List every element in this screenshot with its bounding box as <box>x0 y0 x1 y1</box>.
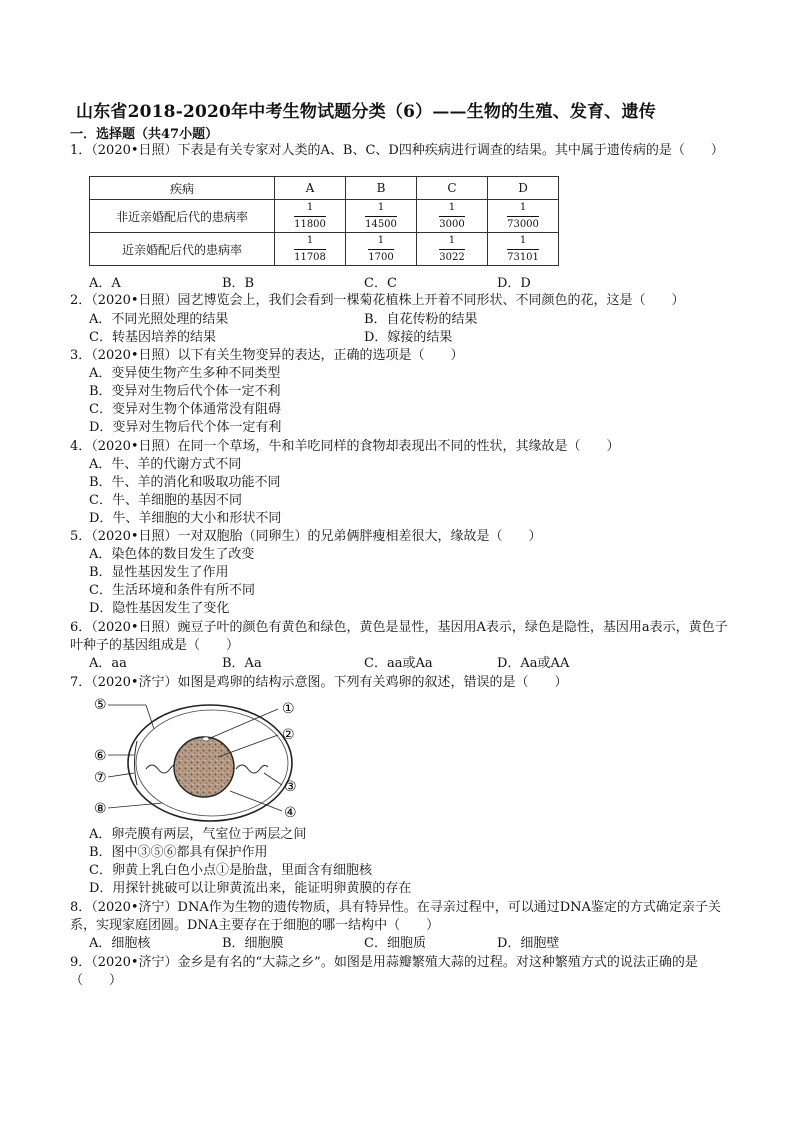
numerator: 1 <box>306 201 314 213</box>
label-5: ⑤ <box>94 697 107 713</box>
option-d[interactable]: D．细胞壁 <box>497 936 560 951</box>
option-b[interactable]: B．Aa <box>222 656 262 671</box>
option-d[interactable]: D．牛、羊细胞的大小和形状不同 <box>89 511 282 526</box>
fraction-cell <box>275 200 346 233</box>
fraction-cell <box>417 200 488 233</box>
option-c[interactable]: C．C <box>364 276 397 291</box>
option-a[interactable]: A．牛、羊的代谢方式不同 <box>89 457 242 472</box>
egg-yolk <box>174 737 234 797</box>
row-label: 非近亲婚配后代的患病率 <box>90 200 275 233</box>
option-c[interactable]: C．牛、羊细胞的基因不同 <box>89 493 242 508</box>
denominator: 73000 <box>507 218 539 230</box>
fraction-cell <box>488 200 559 233</box>
question-3-stem: 3．（2020•日照）以下有关生物变异的表达，正确的选项是（ ） <box>70 348 464 363</box>
option-b[interactable]: B．显性基因发生了作用 <box>89 565 229 580</box>
numerator: 1 <box>306 234 314 246</box>
option-b[interactable]: B．自花传粉的结果 <box>364 312 478 327</box>
page-title: 山东省2018-2020年中考生物试题分类（6）——生物的生殖、发育、遗传 <box>76 102 656 122</box>
question-1-stem: 1．（2020•日照）下表是有关专家对人类的A、B、C、D四种疾病进行调查的结果。其中属于遗传病的是（ ） <box>70 143 724 158</box>
question-5-stem: 5．（2020•日照）一对双胞胎（同卵生）的兄弟俩胖瘦相差很大，缘故是（ ） <box>70 529 542 544</box>
option-d[interactable]: D．用探针挑破可以让卵黄流出来，能证明卵黄膜的存在 <box>89 881 412 896</box>
question-7-stem: 7．（2020•济宁）如图是鸡卵的结构示意图。下列有关鸡卵的叙述，错误的是（ ） <box>70 675 568 690</box>
denominator: 3000 <box>439 218 465 230</box>
label-2: ② <box>282 727 295 743</box>
option-b[interactable]: B．牛、羊的消化和吸取功能不同 <box>89 475 281 490</box>
option-b[interactable]: B．变异对生物后代个体一定不利 <box>89 384 281 399</box>
option-d[interactable]: D．变异对生物后代个体一定有利 <box>89 420 282 435</box>
numerator: 1 <box>377 201 385 213</box>
disease-table <box>89 176 559 266</box>
numerator: 1 <box>448 234 456 246</box>
table-header-cell: C <box>417 177 488 200</box>
denominator: 14500 <box>365 218 397 230</box>
table-header-cell: D <box>488 177 559 200</box>
label-6: ⑥ <box>94 748 107 764</box>
option-c[interactable]: C．aa或Aa <box>364 656 433 671</box>
numerator: 1 <box>519 234 527 246</box>
option-a[interactable]: A．A <box>89 276 121 291</box>
chalaza-left <box>146 765 176 773</box>
label-1: ① <box>282 701 295 717</box>
denominator: 11708 <box>294 251 326 263</box>
option-d[interactable]: D．Aa或AA <box>497 656 570 671</box>
label-4: ④ <box>284 805 297 821</box>
numerator: 1 <box>448 201 456 213</box>
section-heading: 一．选择题（共47小题） <box>70 127 219 142</box>
option-a[interactable]: A．变异使生物产生多种不同类型 <box>89 366 281 381</box>
fraction-cell <box>346 200 417 233</box>
table-header-row <box>90 177 559 200</box>
question-4-stem: 4．（2020•日照）在同一个草场，牛和羊吃同样的食物却表现出不同的性状，其缘故是（ ） <box>70 439 620 454</box>
denominator: 11800 <box>294 218 326 230</box>
row-label: 近亲婚配后代的患病率 <box>90 233 275 266</box>
option-c[interactable]: C．卵黄上乳白色小点①是胎盘，里面含有细胞核 <box>89 863 372 878</box>
option-b[interactable]: B．细胞膜 <box>222 936 284 951</box>
fraction-cell <box>417 233 488 266</box>
option-d[interactable]: D．隐性基因发生了变化 <box>89 601 230 616</box>
question-9-stem: 9．（2020•济宁）金乡是有名的“大蒜之乡”。如图是用蒜瓣繁殖大蒜的过程。对这种繁殖方式的说法正确的是（ ） <box>70 955 698 988</box>
chalaza-right <box>236 765 268 773</box>
table-row <box>90 233 559 266</box>
option-a[interactable]: A．染色体的数目发生了改变 <box>89 547 255 562</box>
option-c[interactable]: C．变异对生物个体通常没有阻碍 <box>89 402 281 417</box>
question-6-stem: 6．（2020•日照）豌豆子叶的颜色有黄色和绿色，黄色是显性，基因用A表示，绿色是隐性，基因用a表示，黄色子叶种子的基因组成是（ ） <box>70 620 728 653</box>
option-a[interactable]: A．卵壳膜有两层，气室位于两层之间 <box>89 827 307 842</box>
fraction-cell <box>275 233 346 266</box>
option-d[interactable]: D．嫁接的结果 <box>364 330 453 345</box>
table-row <box>90 200 559 233</box>
option-a[interactable]: A．不同光照处理的结果 <box>89 312 229 327</box>
question-8-stem: 8．（2020•济宁）DNA作为生物的遗传物质，具有特异性。在寻亲过程中，可以通过DNA鉴定的方式确定亲子关系，实现家庭团圆。DNA主要存在于细胞的哪一结构中（ ） <box>70 900 721 933</box>
denominator: 1700 <box>368 251 394 263</box>
option-b[interactable]: B．图中③⑤⑥都具有保护作用 <box>89 845 268 860</box>
egg-structure-diagram <box>88 695 318 827</box>
option-c[interactable]: C．生活环境和条件有所不同 <box>89 583 255 598</box>
table-header-cell: 疾病 <box>90 177 275 200</box>
denominator: 73101 <box>507 251 539 263</box>
numerator: 1 <box>519 201 527 213</box>
label-3: ③ <box>284 779 297 795</box>
option-a[interactable]: A．细胞核 <box>89 936 151 951</box>
label-8: ⑧ <box>94 801 107 817</box>
question-2-stem: 2．（2020•日照）园艺博览会上，我们会看到一棵菊花植株上开着不同形状、不同颜色的花，这是（ ） <box>70 293 685 308</box>
numerator: 1 <box>377 234 385 246</box>
option-c[interactable]: C．细胞质 <box>364 936 426 951</box>
table-header-cell: B <box>346 177 417 200</box>
label-7: ⑦ <box>94 770 107 786</box>
fraction-cell <box>488 233 559 266</box>
denominator: 3022 <box>439 251 465 263</box>
fraction-cell <box>346 233 417 266</box>
option-d[interactable]: D．D <box>497 276 531 291</box>
table-header-cell: A <box>275 177 346 200</box>
option-b[interactable]: B．B <box>222 276 255 291</box>
option-c[interactable]: C．转基因培养的结果 <box>89 330 216 345</box>
option-a[interactable]: A．aa <box>89 656 127 671</box>
